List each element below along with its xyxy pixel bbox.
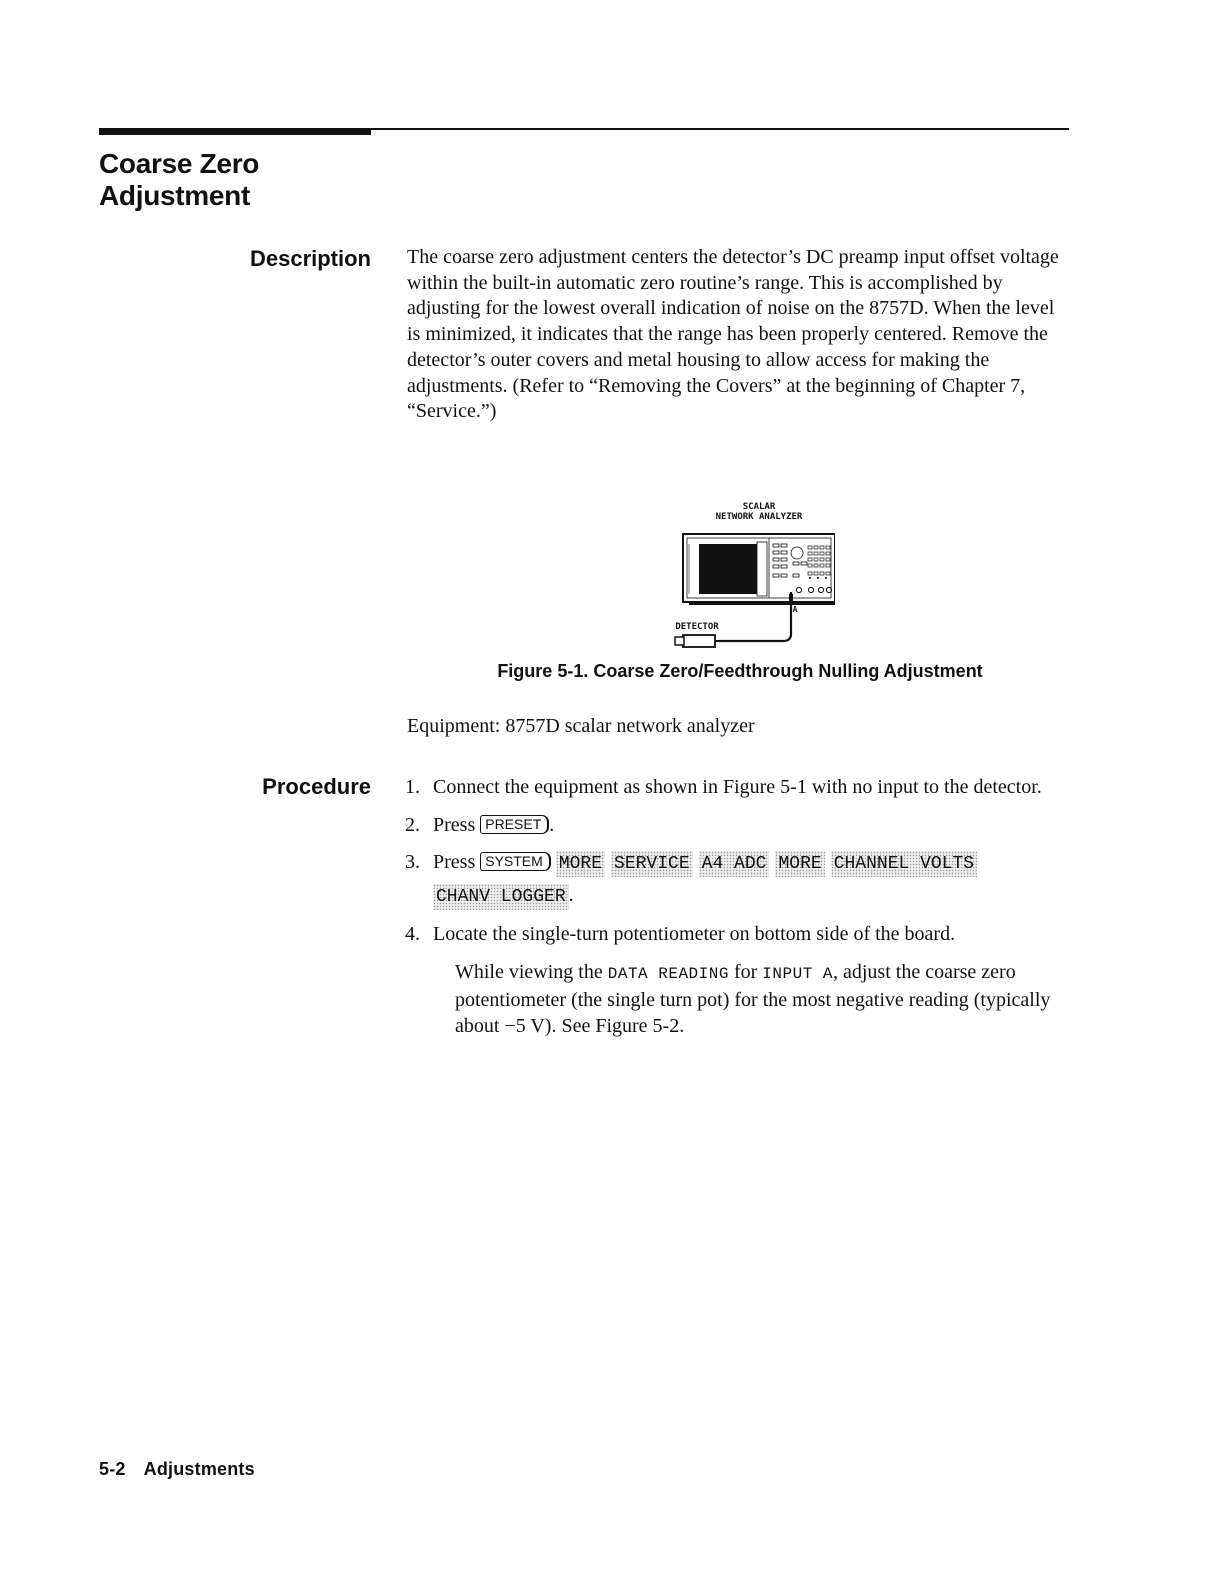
description-heading: Description: [249, 246, 371, 271]
section-title-line2: Adjustment: [99, 180, 251, 211]
figure-5-1: [420, 498, 1060, 658]
step-text: Locate the single-turn potentiometer on bottom side of the board.: [433, 923, 956, 946]
softkey-chanv-logger: CHANV LOGGER: [433, 884, 569, 910]
step-text: Connect the equipment as shown in Figure 5-1 with no input to the detector.: [433, 776, 1042, 798]
step-suffix: .: [549, 813, 555, 836]
procedure-heading: Procedure: [262, 774, 371, 799]
detail-prefix: While viewing the: [455, 961, 608, 984]
description-body: [407, 245, 1067, 425]
system-key: SYSTEM: [480, 852, 551, 871]
page-number: 5-2: [99, 1459, 126, 1479]
detail-suffix: , adjust the coarse zero potentiometer (the single turn pot) for the most negative reading (typically about −5 V). See Figure 5-2.: [455, 961, 1051, 1037]
label-network-analyzer: NETWORK ANALYZER: [715, 512, 803, 522]
step-suffix: .: [568, 884, 574, 907]
header-rule-thin: [371, 128, 1069, 130]
header-rule-thick: [99, 128, 371, 135]
softkey-channel-volts: CHANNEL VOLTS: [831, 851, 977, 877]
description-paragraph: The coarse zero adjustment centers the detector’s DC preamp input offset voltage within the built-in automatic zero routine’s range. This is accomplished by adjusting for the lowest overall indication of noise on the 8757D. When the level is minimized, it indicates that the range has been properly centered. Remove the detector’s outer covers and metal housing to allow access for making the adjustments. (Refer to “Removing the Covers” at the beginning of Chapter 7, “Service.”): [407, 246, 1059, 423]
procedure-steps: [405, 775, 1075, 1051]
equipment-line: Equipment: 8757D scalar network analyzer: [407, 715, 755, 737]
detail-mid: for: [728, 961, 763, 984]
step-3: [405, 850, 1075, 910]
display-input-a: INPUT A: [762, 965, 833, 984]
detector-icon: [675, 635, 720, 647]
analyzer-body: [683, 534, 835, 605]
step-4-detail: [455, 960, 1075, 1039]
step-prefix: Press: [433, 813, 481, 836]
step-number: 2.: [405, 813, 420, 836]
step-1: [405, 775, 1075, 801]
label-scalar: SCALAR: [742, 502, 776, 512]
preset-key: PRESET: [480, 815, 549, 834]
label-detector: DETECTOR: [675, 622, 719, 632]
page-footer: [99, 1458, 255, 1480]
step-prefix: Press: [433, 851, 481, 874]
figure-caption: Figure 5-1. Coarse Zero/Feedthrough Nulling Adjustment: [497, 661, 983, 681]
label-port-a: A: [792, 605, 798, 614]
step-number: 3.: [405, 851, 420, 874]
chapter-name: Adjustments: [143, 1459, 255, 1479]
analyzer-detector-illustration: [645, 498, 835, 658]
display-data-reading: DATA READING: [607, 965, 729, 984]
step-2: [405, 813, 1075, 839]
softkey-service: SERVICE: [611, 851, 693, 877]
step-number: 4.: [405, 923, 420, 946]
step-number: 1.: [405, 776, 420, 798]
softkey-a4-adc: A4 ADC: [699, 851, 770, 877]
analyzer-screen: [699, 544, 757, 594]
step-4: [405, 922, 1075, 1039]
softkey-more: MORE: [556, 851, 605, 877]
section-title: [99, 148, 259, 212]
softkey-more-2: MORE: [775, 851, 824, 877]
section-title-line1: Coarse Zero: [99, 148, 260, 179]
